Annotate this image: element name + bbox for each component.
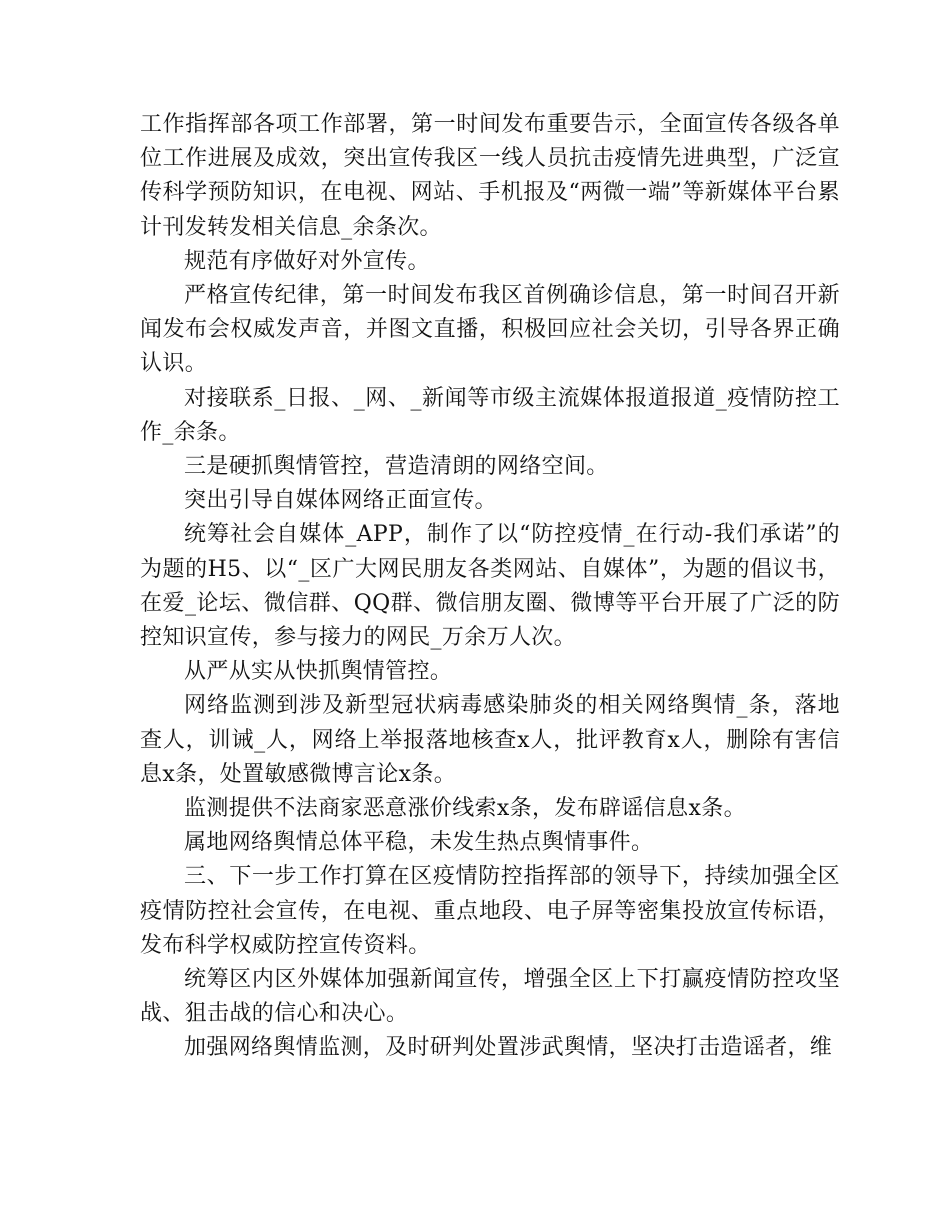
paragraph-13: 统筹区内区外媒体加强新闻宣传，增强全区上下打赢疫情防控攻坚战、狙击战的信心和决心。 (140, 967, 840, 1027)
paragraph-9: 网络监测到涉及新型冠状病毒感染肺炎的相关网络舆情_条，落地查人，训诫_人，网络上举报落地核查x人，批评教育x人，删除有害信息x条，处置敏感微博言论x条。 (140, 693, 840, 787)
paragraph-8: 从严从实从快抓舆情管控。 (184, 659, 453, 685)
paragraph-12: 三、下一步工作打算在区疫情防控指挥部的领导下，持续加强全区疫情防控社会宣传，在电视、重点地段、电子屏等密集投放宣传标语，发布科学权威防控宣传资料。 (140, 864, 840, 958)
paragraph-3: 严格宣传纪律，第一时间发布我区首例确诊信息，第一时间召开新闻发布会权威发声音，并图文直播，积极回应社会关切，引导各界正确认识。 (140, 283, 840, 377)
paragraph-11: 属地网络舆情总体平稳，未发生热点舆情事件。 (184, 830, 654, 856)
paragraph-1: 工作指挥部各项工作部署，第一时间发布重要告示，全面宣传各级各单位工作进展及成效，突出宣传我区一线人员抗击疫情先进典型，广泛宣传科学预防知识，在电视、网站、手机报及“两微一端”等新媒体平台累计刊发转发相关信息_余条次。 (140, 112, 840, 240)
paragraph-4: 对接联系_日报、_网、_新闻等市级主流媒体报道报道_疫情防控工作_余条。 (140, 385, 840, 445)
paragraph-7: 统筹社会自媒体_APP，制作了以“防控疫情_在行动-我们承诺”的为题的H5、以“_区广大网民朋友各类网站、自媒体”，为题的倡议书，在爱_论坛、微信群、QQ群、微信朋友圈、微博等平台开展了广泛的防控知识宣传，参与接力的网民_万余万人次。 (140, 522, 840, 651)
paragraph-14: 加强网络舆情监测，及时研判处置涉武舆情，坚决打击造谣者，维 (184, 1035, 833, 1061)
document-body (140, 108, 840, 1066)
paragraph-10: 监测提供不法商家恶意涨价线索x条，发布辟谣信息x条。 (184, 796, 746, 822)
paragraph-5: 三是硬抓舆情管控，营造清朗的网络空间。 (184, 454, 609, 480)
paragraph-2: 规范有序做好对外宣传。 (184, 248, 430, 274)
paragraph-6: 突出引导自媒体网络正面宣传。 (184, 488, 497, 514)
